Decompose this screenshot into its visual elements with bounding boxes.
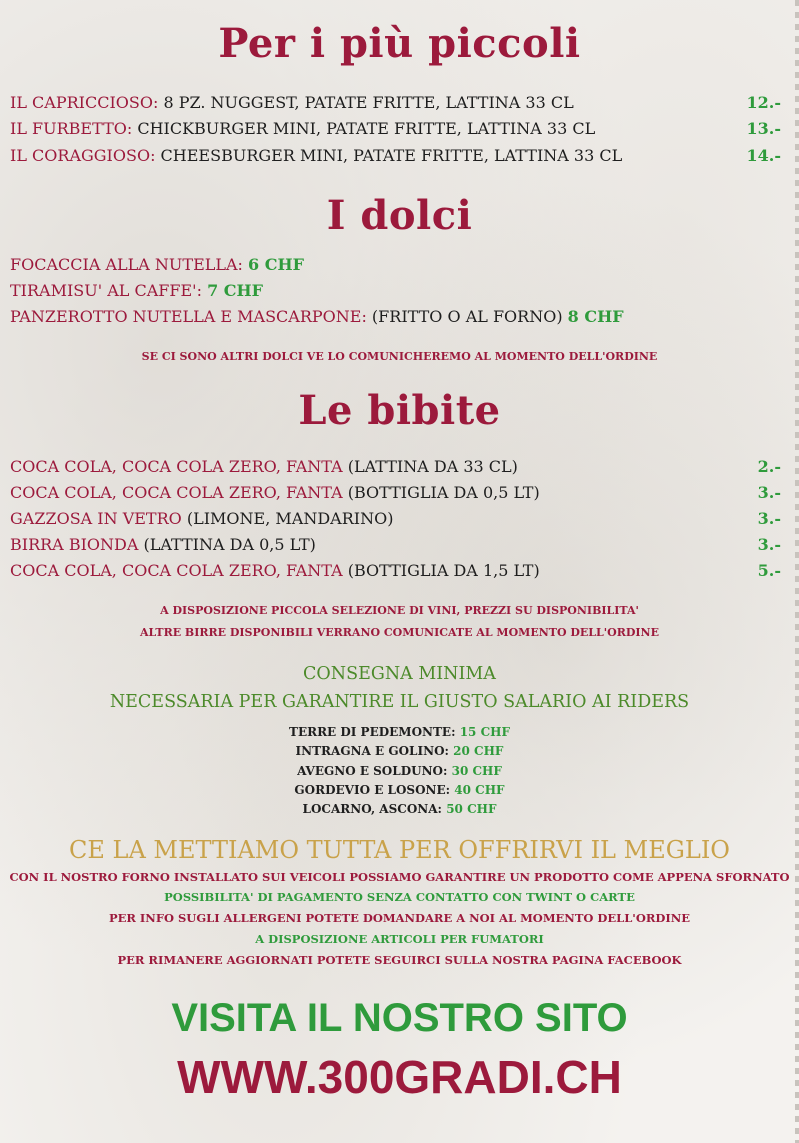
item-price-value: 6 CHF: [248, 255, 304, 274]
item-name: GAZZOSA IN VETRO: [10, 509, 182, 528]
item-price-value: 7 CHF: [207, 281, 263, 300]
zone-price: 20 CHF: [453, 744, 504, 758]
info-payment: POSSIBILITA' DI PAGAMENTO SENZA CONTATTO CON TWINT O CARTE: [164, 890, 635, 904]
kids-item-3: [10, 146, 781, 170]
item-price: [568, 307, 624, 326]
item-price: 12.-: [746, 93, 781, 112]
drinks-section-title: Le bibite: [298, 387, 501, 434]
zone-price: 40 CHF: [454, 783, 505, 797]
item-desc: (FRITTO O AL FORNO): [366, 307, 563, 326]
item-price: 13.-: [746, 119, 781, 138]
info-facebook: PER RIMANERE AGGIORNATI POTETE SEGUIRCI SULLA NOSTRA PAGINA FACEBOOK: [117, 953, 682, 967]
item-name: FOCACCIA ALLA NUTELLA:: [10, 255, 243, 274]
drinks-note-beer: ALTRE BIRRE DISPONIBILI VERRANO COMUNICATE AL MOMENTO DELL'ORDINE: [140, 626, 659, 639]
item-price: 3.-: [757, 509, 781, 528]
delivery-zone-2: [0, 744, 799, 758]
item-price: 14.-: [746, 146, 781, 165]
kids-item-1: [10, 93, 781, 117]
zone-price: 50 CHF: [446, 802, 497, 816]
delivery-subtitle: NECESSARIA PER GARANTIRE IL GIUSTO SALARIO AI RIDERS: [109, 692, 690, 712]
item-desc: CHICKBURGER MINI, PATATE FRITTE, LATTINA 33 CL: [132, 119, 596, 138]
item-desc: (LIMONE, MANDARINO): [181, 509, 394, 528]
item-price: 5.-: [757, 561, 781, 580]
item-price-value: 8 CHF: [567, 307, 624, 326]
drink-item-1: [10, 457, 781, 481]
item-name: BIRRA BIONDA: [10, 535, 139, 554]
item-desc: 8 PZ. NUGGEST, PATATE FRITTE, LATTINA 33 CL: [158, 93, 574, 112]
dessert-item-3: [10, 307, 781, 331]
item-desc: (BOTTIGLIA DA 0,5 LT): [342, 483, 540, 502]
item-name: IL CORAGGIOSO:: [10, 146, 156, 165]
desserts-section-title: I dolci: [326, 192, 473, 239]
delivery-zone-4: [0, 783, 799, 797]
slogan: CE LA METTIAMO TUTTA PER OFFRIRVI IL MEGLIO: [69, 836, 730, 864]
item-price: [248, 255, 304, 274]
item-price: [207, 281, 263, 300]
page-edge: [795, 0, 799, 1143]
delivery-zone-5: [0, 802, 799, 816]
drink-item-2: [10, 483, 781, 507]
zone-area: TERRE DI PEDEMONTE:: [289, 725, 456, 739]
zone-area: GORDEVIO E LOSONE:: [294, 783, 451, 797]
drink-item-3: [10, 509, 781, 533]
info-oven: CON IL NOSTRO FORNO INSTALLATO SUI VEICOLI POSSIAMO GARANTIRE UN PRODOTTO COME APPENA SFORNATO: [9, 870, 790, 884]
drink-item-5: [10, 561, 781, 585]
zone-price: 15 CHF: [459, 725, 510, 739]
drinks-note-wine: A DISPOSIZIONE PICCOLA SELEZIONE DI VINI, PREZZI SU DISPONIBILITA': [160, 604, 639, 617]
item-name: COCA COLA, COCA COLA ZERO, FANTA: [10, 483, 343, 502]
website-link[interactable]: WWW.300GRADI.CH: [177, 1051, 622, 1103]
drink-item-4: [10, 535, 781, 559]
zone-price: 30 CHF: [451, 764, 502, 778]
zone-area: AVEGNO E SOLDUNO:: [297, 764, 448, 778]
info-allergens: PER INFO SUGLI ALLERGENI POTETE DOMANDARE A NOI AL MOMENTO DELL'ORDINE: [108, 911, 691, 925]
item-desc: CHEESBURGER MINI, PATATE FRITTE, LATTINA 33 CL: [155, 146, 623, 165]
item-desc: (LATTINA DA 0,5 LT): [138, 535, 316, 554]
delivery-title: CONSEGNA MINIMA: [303, 664, 496, 684]
zone-area: LOCARNO, ASCONA:: [302, 802, 442, 816]
info-smokers: A DISPOSIZIONE ARTICOLI PER FUMATORI: [255, 932, 544, 946]
delivery-zone-3: [0, 764, 799, 778]
item-name: IL CAPRICCIOSO:: [10, 93, 159, 112]
item-desc: (BOTTIGLIA DA 1,5 LT): [342, 561, 540, 580]
desserts-note: SE CI SONO ALTRI DOLCI VE LO COMUNICHEREMO AL MOMENTO DELL'ORDINE: [141, 350, 658, 363]
item-name: PANZEROTTO NUTELLA E MASCARPONE:: [10, 307, 367, 326]
item-name: COCA COLA, COCA COLA ZERO, FANTA: [10, 561, 343, 580]
dessert-item-1: [10, 255, 781, 279]
kids-item-2: [10, 119, 781, 143]
item-price: 3.-: [757, 483, 781, 502]
visit-site-heading: VISITA IL NOSTRO SITO: [171, 996, 628, 1040]
dessert-item-2: [10, 281, 781, 305]
kids-section-title: Per i più piccoli: [218, 20, 581, 67]
item-name: IL FURBETTO:: [10, 119, 133, 138]
item-price: 2.-: [757, 457, 781, 476]
zone-area: INTRAGNA E GOLINO:: [295, 744, 449, 758]
item-name: COCA COLA, COCA COLA ZERO, FANTA: [10, 457, 343, 476]
item-price: 3.-: [757, 535, 781, 554]
item-desc: (LATTINA DA 33 CL): [342, 457, 518, 476]
delivery-zone-1: [0, 725, 799, 739]
item-name: TIRAMISU' AL CAFFE':: [10, 281, 202, 300]
